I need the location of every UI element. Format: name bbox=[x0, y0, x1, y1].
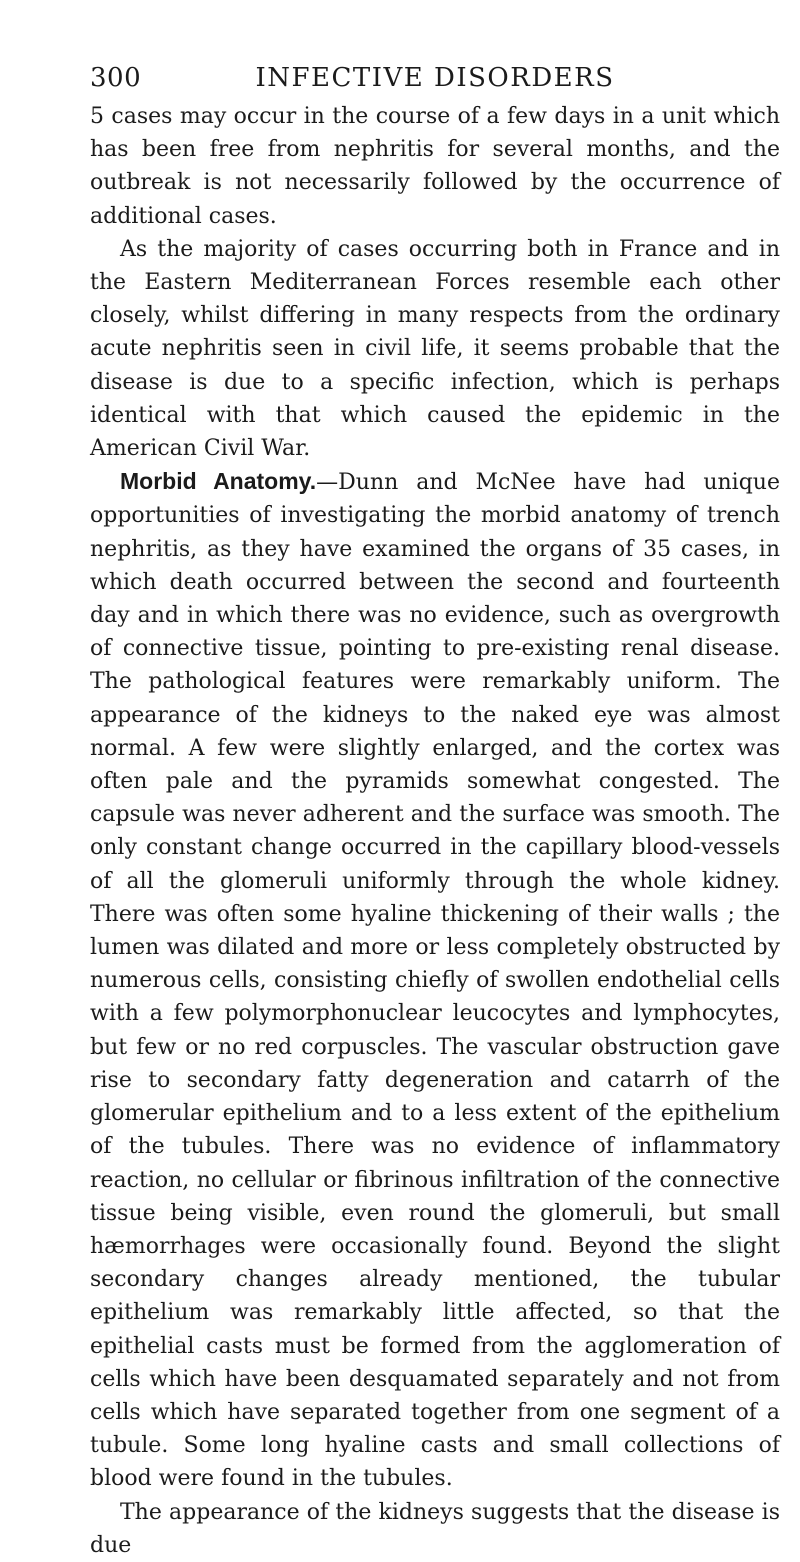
body-text bbox=[90, 100, 780, 1562]
paragraph-specific-infection: As the majority of cases occurring both in France and in the Eastern Mediterranean Forces resemble each other closely, whilst differing in many respects from the ordinary acute nephritis seen in civil life, it seems probable that the disease is due to a specific infection, which is perhaps identical with that which caused the epidemic in the American Civil War. bbox=[90, 236, 780, 462]
paragraph-continuation: 5 cases may occur in the course of a few days in a unit which has been free from nephritis for several months, and the outbreak is not necessarily followed by the occurrence of additional cases. bbox=[90, 104, 780, 229]
paragraph-morbid-anatomy bbox=[90, 465, 780, 1495]
running-head bbox=[90, 58, 780, 98]
morbid-anatomy-text: —Dunn and McNee have had unique opportunities of investigating the morbid anatomy of trench nephritis, as they have examined the organs of 35 cases, in which death occurred between the second and fourteenth day and in which there was no evidence, such as overgrowth of connective tissue, pointing to pre-existing renal disease. The pathological features were remarkably uniform. The appearance of the kidneys to the naked eye was almost normal. A few were slightly enlarged, and the cortex was often pale and the pyramids somewhat congested. The capsule was never adherent and the surface was smooth. The only constant change occurred in the capillary blood-vessels of all the glomeruli uniformly through the whole kidney. There was often some hyaline thickening of their walls ; the lumen was dilated and more or less completely obstructed by numerous cells, consisting chiefly of swollen endothelial cells with a few polymorphonuclear leucocytes and lymphocytes, but few or no red corpuscles. The vascular obstruction gave rise to secondary fatty degeneration and catarrh of the glomerular epithelium and to a less extent of the epithelium of the tubules. There was no evidence of inflammatory reaction, no cellular or fibrinous infiltration of the connective tissue being visible, even round the glomeruli, but small hæmorrhages were occasionally found. Beyond the slight secondary changes already mentioned, the tubular epithelium was remarkably little affected, so that the epithelial casts must be formed from the agglomeration of cells which have been desquamated separately and not from cells which have separated together from one segment of a tubule. Some long hyaline casts and small collections of blood were found in the tubules. bbox=[90, 470, 780, 1492]
paragraph-kidney-appearance: The appearance of the kidneys suggests that the disease is due bbox=[90, 1499, 780, 1558]
running-title: INFECTIVE DISORDERS bbox=[255, 63, 615, 93]
section-heading-morbid-anatomy: Morbid Anatomy. bbox=[120, 468, 317, 495]
page-number: 300 bbox=[90, 63, 142, 93]
